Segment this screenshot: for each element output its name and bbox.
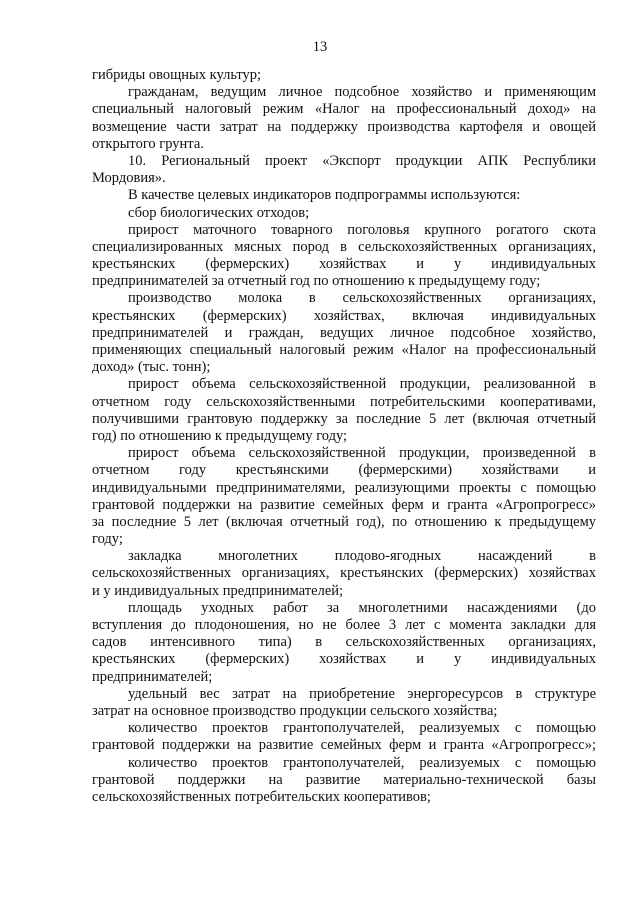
- text-line: количество проектов грантополучателей, реализуемых с помощью: [128, 720, 596, 737]
- text-line: предпринимателей и граждан, ведущих личное подсобное хозяйство,: [92, 324, 596, 341]
- text-line: получившими грантовую поддержку за последние 5 лет (включая отчетный: [92, 410, 596, 427]
- text-line: количество проектов грантополучателей, реализуемых с помощью: [128, 754, 596, 771]
- text-line: производство молока в сельскохозяйственных организациях,: [128, 290, 596, 307]
- text-line: доход» (тыс. тонн);: [92, 359, 211, 376]
- text-line: предпринимателей;: [92, 668, 213, 685]
- text-line: и у индивидуальных предпринимателей;: [92, 582, 344, 599]
- text-line: гибриды овощных культур;: [92, 67, 262, 83]
- page-number: 13: [312, 39, 328, 55]
- text-line: площадь уходных работ за многолетними насаждениями (до: [128, 599, 596, 616]
- text-line: за последние 5 лет (включая отчетный год), по отношению к предыдущему: [92, 513, 596, 530]
- text-line: возмещение части затрат на поддержку производства картофеля и овощей: [92, 118, 596, 135]
- text-line: прирост маточного товарного поголовья крупного рогатого скота: [128, 221, 596, 238]
- text-line: закладка многолетних плодово-ягодных насаждений в: [128, 548, 596, 565]
- text-line: 10. Региональный проект «Экспорт продукции АПК Республики: [128, 152, 596, 169]
- text-line: открытого грунта.: [92, 135, 204, 152]
- text-line: гражданам, ведущим личное подсобное хозяйство и применяющим: [128, 84, 596, 101]
- text-line: грантовой поддержки на развитие материально-технической базы: [92, 771, 596, 788]
- text-line: крестьянских (фермерских) хозяйствах и у индивидуальных: [92, 256, 596, 273]
- text-line: году;: [92, 531, 123, 548]
- text-line: сбор биологических отходов;: [128, 204, 310, 221]
- text-line: вступления до плодоношения, но не более 3 лет с момента закладки для: [92, 617, 596, 633]
- text-line: год) по отношению к предыдущему году;: [92, 427, 348, 444]
- text-line: прирост объема сельскохозяйственной продукции, реализованной в: [128, 376, 596, 393]
- text-line: сельскохозяйственных потребительских кооперативов;: [92, 788, 431, 805]
- text-line: отчетном году крестьянскими (фермерскими) хозяйствами и: [92, 462, 596, 479]
- text-line: специализированных мясных пород в сельскохозяйственных организациях,: [92, 238, 596, 255]
- text-line: грантовой поддержки на развитие семейных ферм и гранта «Агропрогресс»;: [92, 737, 596, 754]
- text-line: В качестве целевых индикаторов подпрограммы используются:: [128, 187, 521, 204]
- text-line: Мордовия».: [92, 170, 166, 187]
- text-line: предпринимателей за отчетный год по отношению к предыдущему году;: [92, 273, 541, 290]
- text-line: индивидуальными предпринимателями, реализующими проекты с помощью: [92, 479, 596, 496]
- text-line: садов интенсивного типа) в сельскохозяйственных организациях,: [92, 634, 596, 651]
- text-line: грантовой поддержки на развитие семейных ферм и гранта «Агропрогресс»: [92, 496, 596, 513]
- text-line: крестьянских (фермерских) хозяйствах и у индивидуальных: [92, 651, 596, 668]
- text-line: удельный вес затрат на приобретение энергоресурсов в структуре: [128, 685, 596, 702]
- text-line: сельскохозяйственных организациях, крестьянских (фермерских) хозяйствах: [92, 565, 596, 582]
- text-line: прирост объема сельскохозяйственной продукции, произведенной в: [128, 445, 596, 462]
- text-line: крестьянских (фермерских) хозяйствах, включая индивидуальных: [92, 307, 596, 324]
- document-body: [92, 67, 596, 806]
- text-line: отчетном году сельскохозяйственными потребительскими кооперативами,: [92, 393, 596, 410]
- text-line: затрат на основное производство продукции сельского хозяйства;: [92, 702, 498, 719]
- text-line: применяющих специальный налоговый режим «Налог на профессиональный: [92, 342, 596, 358]
- text-line: специальный налоговый режим «Налог на профессиональный доход» на: [92, 101, 596, 118]
